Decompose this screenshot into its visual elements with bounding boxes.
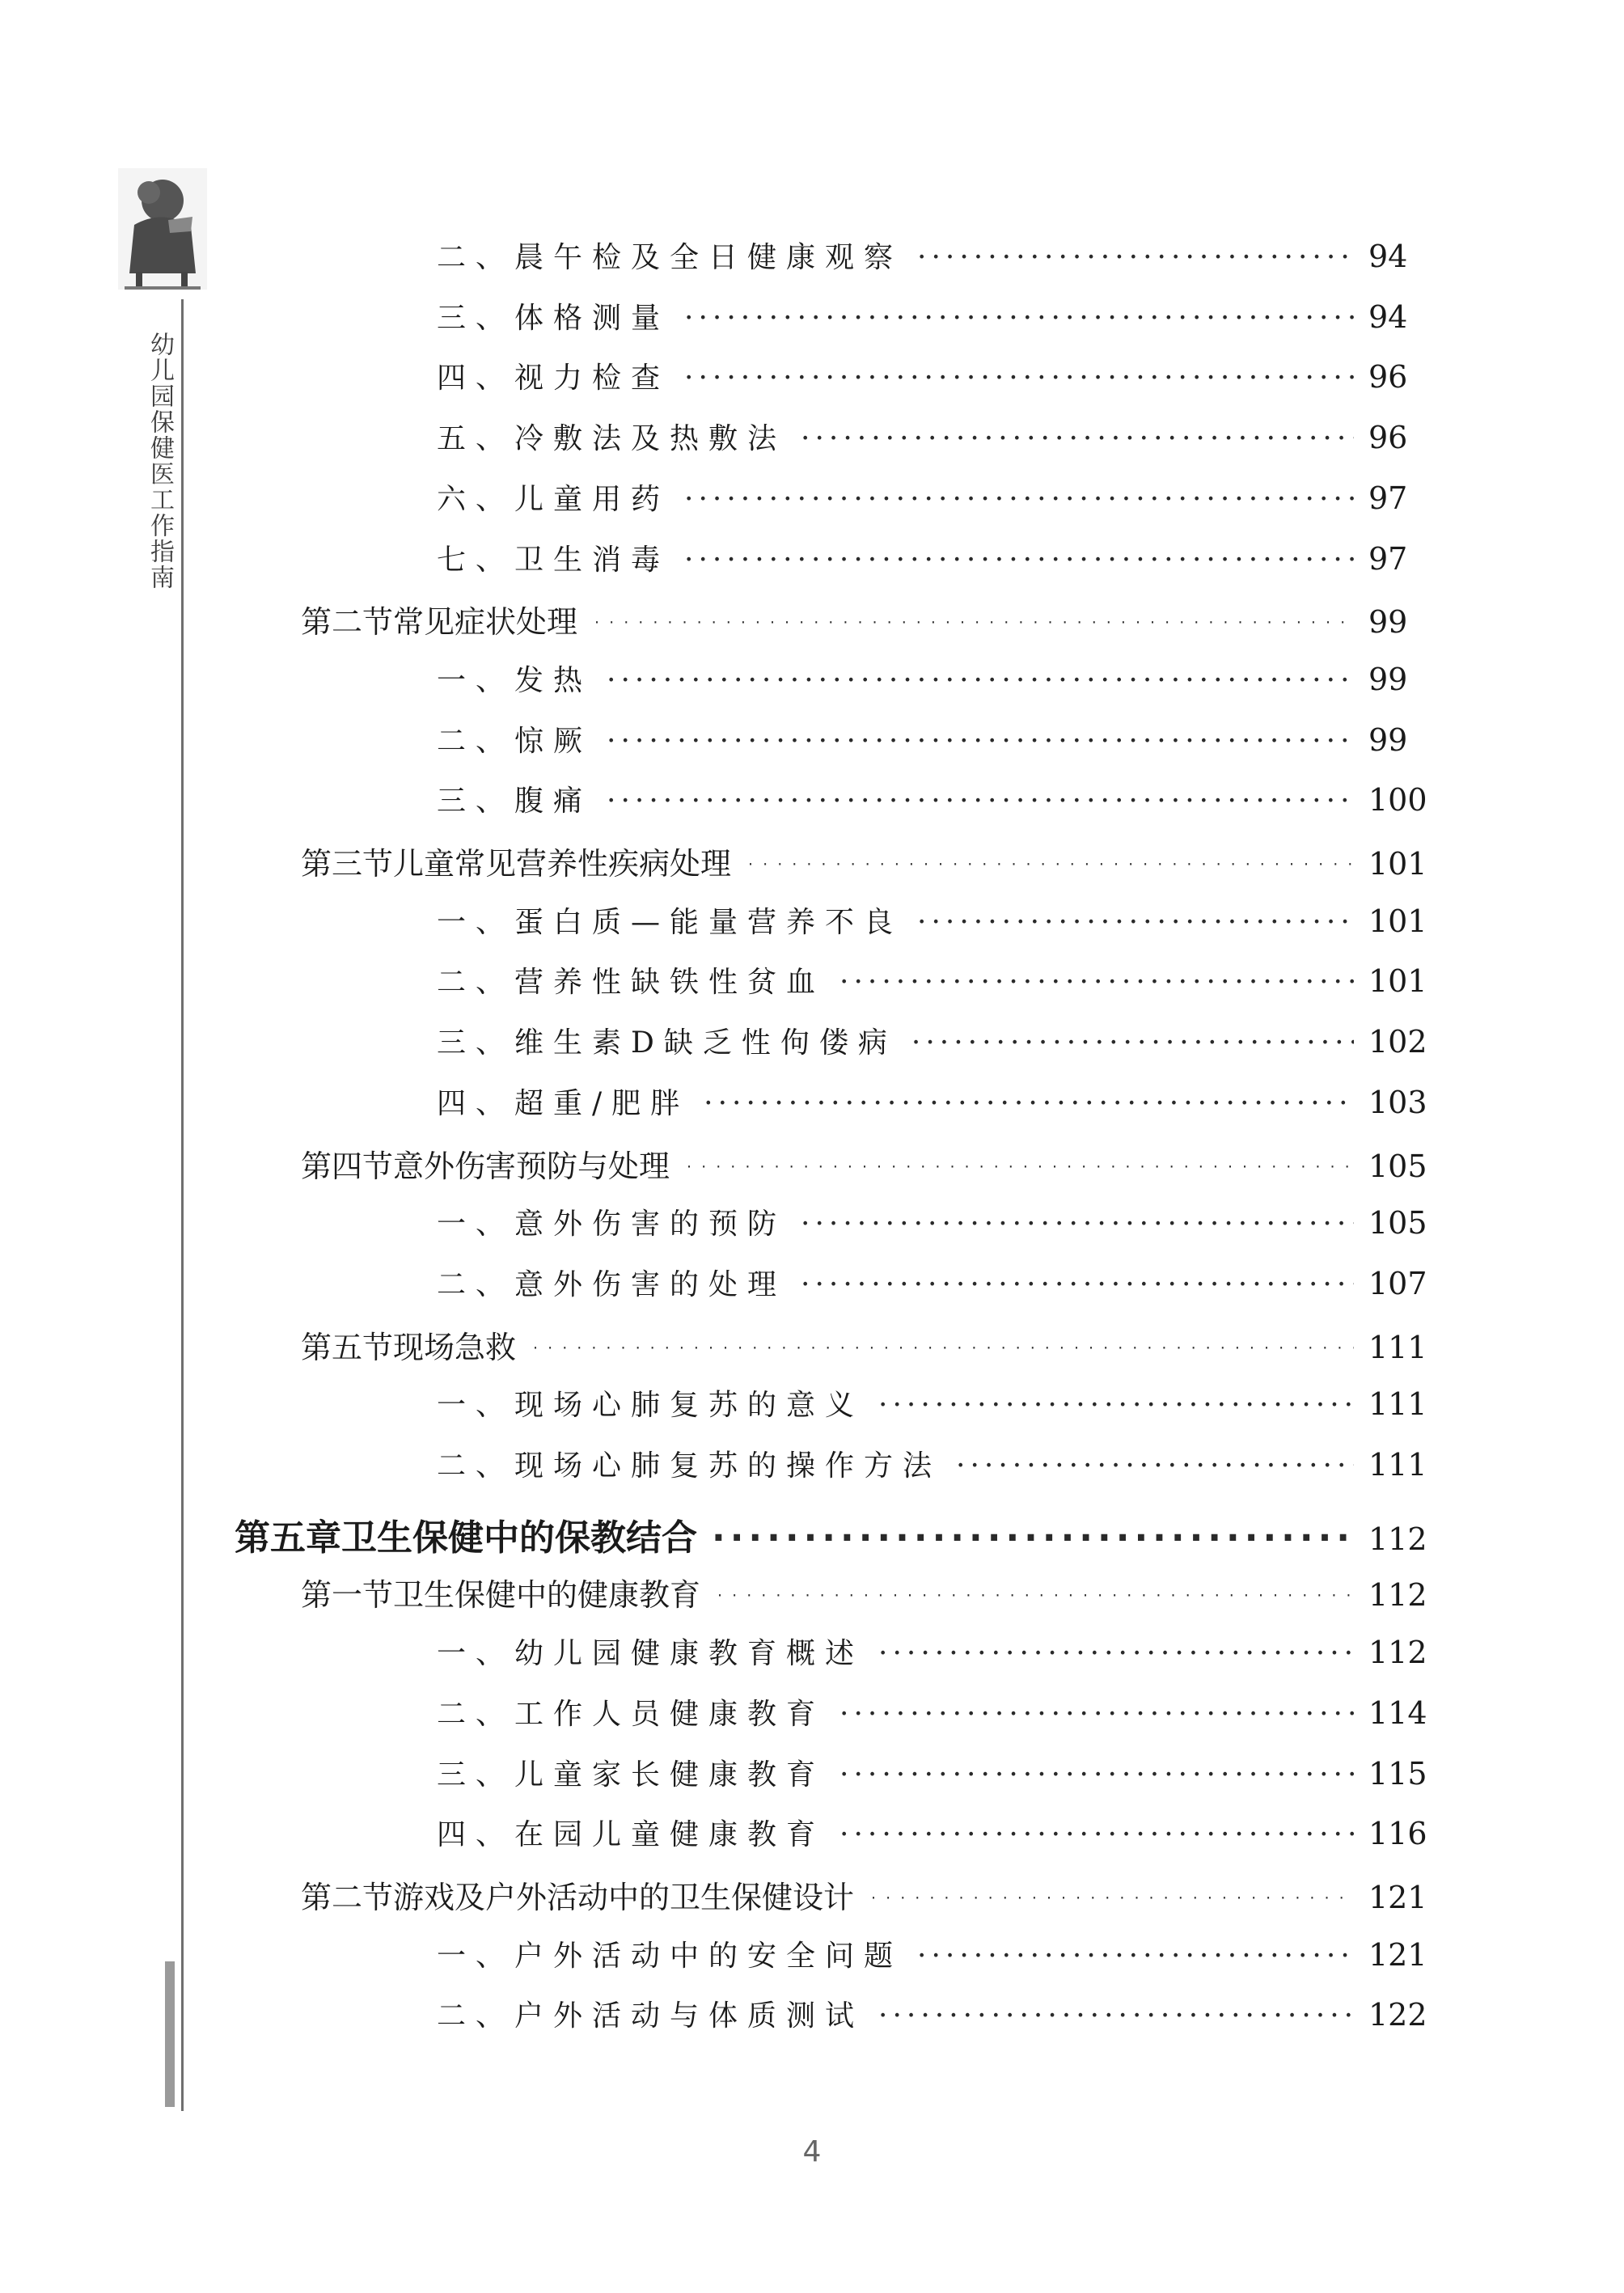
toc-page-number: 107 bbox=[1368, 1265, 1427, 1301]
toc-page-number: 121 bbox=[1368, 1936, 1427, 1973]
toc-entry-item[interactable] bbox=[437, 1691, 1427, 1740]
toc-entry-title: 六、儿童用药 bbox=[437, 482, 670, 516]
dot-leader bbox=[684, 1149, 1354, 1184]
toc-entry-item[interactable] bbox=[437, 1020, 1427, 1068]
toc-entry-item[interactable] bbox=[437, 1443, 1427, 1491]
toc-entry-title: 意外伤害预防与处理 bbox=[393, 1148, 670, 1184]
dot-leader bbox=[878, 1637, 1354, 1670]
dot-leader bbox=[704, 1087, 1354, 1120]
toc-page-number: 111 bbox=[1368, 1447, 1427, 1483]
toc-page-number: 97 bbox=[1368, 480, 1408, 516]
dot-leader bbox=[839, 966, 1354, 999]
dot-leader bbox=[684, 362, 1354, 395]
toc-entry-title: 二、户外活动与体质测试 bbox=[437, 1999, 865, 2033]
dot-leader bbox=[917, 1940, 1354, 1973]
toc-page-number: 114 bbox=[1368, 1694, 1427, 1731]
toc-entry-item[interactable] bbox=[437, 1081, 1427, 1129]
section-number: 第一节 bbox=[301, 1577, 394, 1614]
toc-entry-title: 卫生保健中的保教结合 bbox=[341, 1517, 697, 1559]
toc-entry-item[interactable] bbox=[437, 1993, 1427, 2041]
book-title-vertical: 幼儿园保健医工作指南 bbox=[146, 332, 174, 590]
toc-entry-title: 二、惊厥 bbox=[437, 724, 593, 758]
toc-entry-title: 四、在园儿童健康教育 bbox=[437, 1818, 826, 1852]
toc-entry-section[interactable] bbox=[301, 1322, 1427, 1371]
toc-entry-title: 一、户外活动中的安全问题 bbox=[437, 1939, 903, 1973]
margin-bar bbox=[165, 1961, 175, 2107]
dot-leader bbox=[878, 1389, 1354, 1422]
toc-page-number: 96 bbox=[1368, 420, 1408, 456]
toc-page-number: 99 bbox=[1368, 661, 1408, 697]
toc-entry-item[interactable] bbox=[437, 718, 1408, 767]
dot-leader bbox=[684, 544, 1354, 577]
margin-rule bbox=[181, 299, 184, 2111]
dot-leader bbox=[746, 846, 1354, 882]
toc-entry-item[interactable] bbox=[437, 1201, 1427, 1250]
toc-page-number: 116 bbox=[1368, 1816, 1427, 1852]
toc-entry-item[interactable] bbox=[437, 476, 1408, 525]
toc-entry-title: 四、超重/肥胖 bbox=[437, 1086, 690, 1120]
dot-leader bbox=[684, 483, 1354, 516]
toc-entry-title: 二、现场心肺复苏的操作方法 bbox=[437, 1449, 942, 1483]
dot-leader bbox=[839, 1698, 1354, 1731]
toc-entry-title: 一、现场心肺复苏的意义 bbox=[437, 1389, 865, 1423]
toc-page-number: 103 bbox=[1368, 1084, 1427, 1120]
toc-entry-title: 一、蛋白质—能量营养不良 bbox=[437, 905, 903, 939]
toc-page-number: 115 bbox=[1368, 1755, 1427, 1792]
dot-leader bbox=[607, 664, 1354, 697]
toc-page-number: 105 bbox=[1368, 1148, 1427, 1184]
dot-leader bbox=[878, 1999, 1354, 2033]
section-number: 第四节 bbox=[301, 1148, 394, 1184]
toc-entry-item[interactable] bbox=[437, 235, 1408, 283]
section-number: 第三节 bbox=[301, 846, 394, 882]
toc-entry-title: 三、腹痛 bbox=[437, 785, 593, 819]
dot-leader bbox=[715, 1577, 1354, 1613]
toc-entry-item[interactable] bbox=[437, 1752, 1427, 1800]
dot-leader bbox=[531, 1330, 1354, 1365]
toc-page-number: 112 bbox=[1368, 1635, 1427, 1671]
toc-entry-item[interactable] bbox=[437, 658, 1408, 706]
dot-leader bbox=[801, 422, 1354, 455]
toc-entry-title: 二、营养性缺铁性贫血 bbox=[437, 966, 826, 1000]
toc-entry-title: 卫生保健中的健康教育 bbox=[393, 1577, 701, 1614]
dot-leader bbox=[801, 1268, 1354, 1301]
toc-entry-section[interactable] bbox=[301, 1141, 1427, 1190]
toc-page-number: 101 bbox=[1368, 963, 1427, 1000]
toc-entry-item[interactable] bbox=[437, 1262, 1427, 1310]
toc-entry-title: 现场急救 bbox=[393, 1329, 517, 1365]
toc-entry-item[interactable] bbox=[437, 295, 1408, 344]
toc-entry-item[interactable] bbox=[437, 355, 1408, 404]
toc-entry-item[interactable] bbox=[437, 1812, 1427, 1860]
dot-leader bbox=[911, 1026, 1354, 1060]
section-number: 第二节 bbox=[301, 604, 394, 641]
dot-leader bbox=[712, 1517, 1354, 1559]
toc-entry-item[interactable] bbox=[437, 1631, 1427, 1679]
children-reading-logo-icon bbox=[118, 168, 207, 298]
toc-entry-item[interactable] bbox=[437, 778, 1427, 827]
toc-entry-section[interactable] bbox=[301, 1570, 1427, 1618]
toc-page-number: 101 bbox=[1368, 903, 1427, 939]
dot-leader bbox=[869, 1880, 1354, 1915]
toc-page-number: 94 bbox=[1368, 298, 1408, 335]
toc-entry-title: 游戏及户外活动中的卫生保健设计 bbox=[393, 1879, 855, 1915]
toc-entry-item[interactable] bbox=[437, 537, 1408, 586]
toc-entry-item[interactable] bbox=[437, 416, 1408, 464]
page-number: 4 bbox=[802, 2135, 822, 2168]
toc-entry-title: 常见症状处理 bbox=[393, 604, 578, 641]
section-number: 第二节 bbox=[301, 1879, 394, 1915]
toc-entry-title: 四、视力检查 bbox=[437, 362, 670, 396]
toc-entry-title: 二、晨午检及全日健康观察 bbox=[437, 241, 903, 274]
dot-leader bbox=[956, 1449, 1354, 1483]
toc-entry-chapter[interactable] bbox=[235, 1508, 1427, 1559]
dot-leader bbox=[839, 1758, 1354, 1792]
dot-leader bbox=[839, 1818, 1354, 1851]
chapter-number: 第五章 bbox=[235, 1517, 341, 1559]
toc-entry-title: 三、儿童家长健康教育 bbox=[437, 1758, 826, 1792]
toc-entry-item[interactable] bbox=[437, 1382, 1427, 1431]
dot-leader bbox=[607, 725, 1354, 758]
toc-entry-section[interactable] bbox=[301, 1872, 1427, 1921]
toc-entry-title: 三、体格测量 bbox=[437, 301, 670, 335]
toc-page-number: 101 bbox=[1368, 846, 1427, 882]
toc-page-number: 112 bbox=[1368, 1521, 1427, 1557]
toc-page-number: 99 bbox=[1368, 721, 1408, 758]
dot-leader bbox=[684, 302, 1354, 335]
section-number: 第五节 bbox=[301, 1329, 394, 1365]
toc-entry-item[interactable] bbox=[437, 1933, 1427, 1982]
dot-leader bbox=[592, 604, 1354, 640]
toc-page-number: 121 bbox=[1368, 1879, 1427, 1915]
toc-page-number: 122 bbox=[1368, 1997, 1427, 2033]
dot-leader bbox=[801, 1208, 1354, 1241]
toc-entry-section[interactable] bbox=[301, 839, 1427, 887]
toc-entry-item[interactable] bbox=[437, 959, 1427, 1008]
toc-entry-title: 儿童常见营养性疾病处理 bbox=[393, 846, 732, 882]
toc-entry-title: 一、意外伤害的预防 bbox=[437, 1208, 787, 1242]
toc-entry-title: 二、意外伤害的处理 bbox=[437, 1267, 787, 1301]
dot-leader bbox=[607, 785, 1354, 818]
toc-entry-title: 一、幼儿园健康教育概述 bbox=[437, 1637, 865, 1671]
toc-page-number: 99 bbox=[1368, 604, 1408, 641]
toc-page-number: 102 bbox=[1368, 1024, 1427, 1060]
dot-leader bbox=[917, 241, 1354, 274]
toc-page-number: 100 bbox=[1368, 782, 1427, 819]
toc-page-number: 105 bbox=[1368, 1205, 1427, 1242]
toc-page-number: 111 bbox=[1368, 1329, 1427, 1365]
toc-entry-title: 一、发热 bbox=[437, 663, 593, 697]
toc-page-number: 94 bbox=[1368, 239, 1408, 274]
toc-entry-item[interactable] bbox=[437, 899, 1427, 948]
toc-entry-title: 三、维生素D缺乏性佝偻病 bbox=[437, 1026, 897, 1060]
toc-entry-title: 二、工作人员健康教育 bbox=[437, 1697, 826, 1731]
toc-entry-title: 五、冷敷法及热敷法 bbox=[437, 422, 787, 456]
toc-page-number: 111 bbox=[1368, 1386, 1427, 1423]
toc-page-number: 96 bbox=[1368, 359, 1408, 396]
dot-leader bbox=[917, 906, 1354, 939]
toc-page-number: 112 bbox=[1368, 1577, 1427, 1614]
toc-entry-section[interactable] bbox=[301, 597, 1408, 645]
toc-page-number: 97 bbox=[1368, 540, 1408, 577]
toc-entry-title: 七、卫生消毒 bbox=[437, 543, 670, 577]
